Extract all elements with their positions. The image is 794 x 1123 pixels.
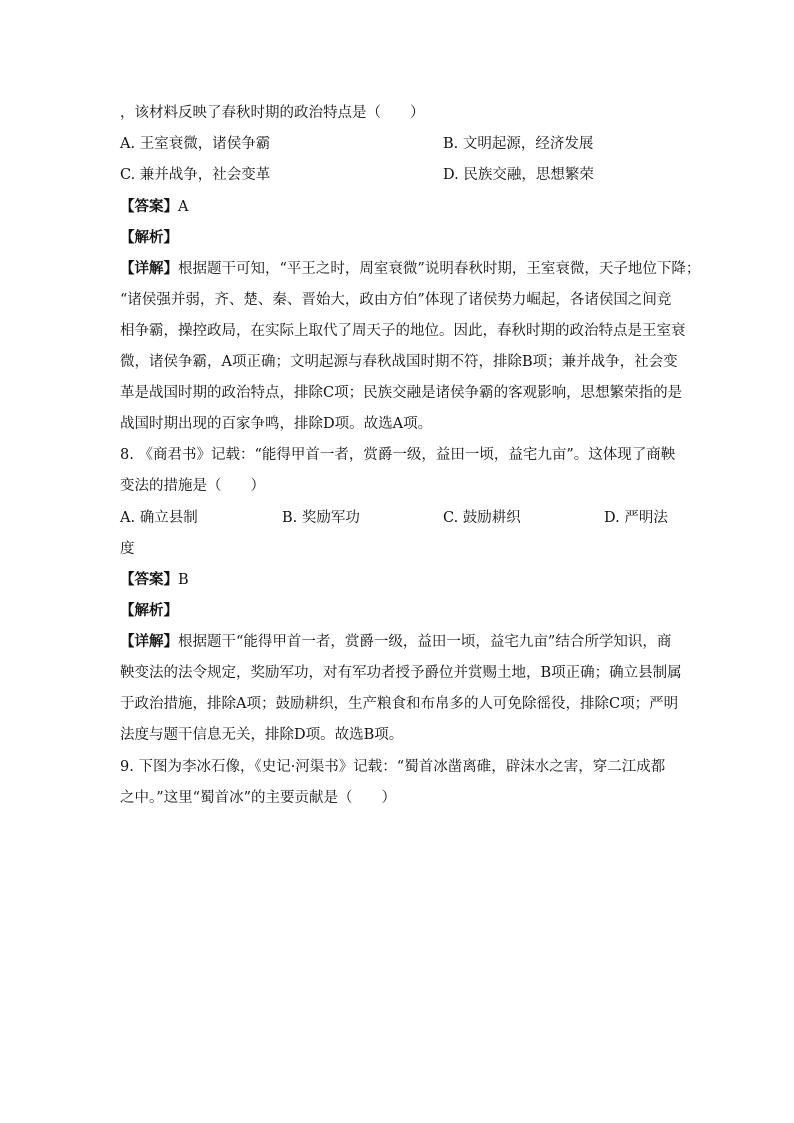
q8-detail-line-1 [120, 632, 674, 652]
detail-text: 根据题干“能得甲首一者，赏爵一级，益田一顷，益宅九亩”结合所学知识，商 [178, 634, 672, 650]
detail-text: 根据题干可知，“平王之时，周室衰微”说明春秋时期，王室衰微，天子地位下降； [178, 261, 701, 277]
q7-detail-line-1 [120, 259, 701, 279]
q8-option-b: B. 奖励军功 [282, 510, 360, 526]
q7-option-a: A. 王室衰微，诸侯争霸 [120, 136, 271, 152]
q7-option-b: B. 文明起源，经济发展 [443, 136, 594, 152]
q8-option-a: A. 确立县制 [120, 510, 198, 526]
q7-option-d: D. 民族交融，思想繁荣 [443, 167, 594, 183]
q7-detail-line-3: 相争霸，操控政局，在实际上取代了周天子的地位。因此，春秋时期的政治特点是王室衰 [120, 323, 686, 339]
q8-stem-line-2: 变法的措施是（ ） [120, 478, 265, 494]
q8-detail-line-4: 法度与题干信息无关，排除D项。故选B项。 [120, 727, 404, 743]
q7-detail-line-4: 微，诸侯争霸，A项正确；文明起源与春秋战国时期不符，排除B项；兼并战争，社会变 [120, 354, 678, 370]
detail-label: 【详解】 [120, 260, 178, 277]
q7-detail-line-5: 革是战国时期的政治特点，排除C项；民族交融是诸侯争霸的客观影响，思想繁荣指的是 [120, 385, 683, 401]
q8-option-d-wrap: 度 [120, 541, 135, 557]
q8-option-c: C. 鼓励耕织 [443, 510, 521, 526]
q7-analysis-label: 【解析】 [120, 229, 178, 246]
q7-detail-line-2: “诸侯强并弱，齐、楚、秦、晋始大，政由方伯”体现了诸侯势力崛起，各诸侯国之间竞 [120, 292, 672, 308]
q8-detail-line-3: 于政治措施，排除A项；鼓励耕织，生产粮食和布帛多的人可免除徭役，排除C项；严明 [120, 696, 679, 712]
detail-label: 【详解】 [120, 633, 178, 650]
q7-answer [120, 197, 674, 217]
q7-stem: ，该材料反映了春秋时期的政治特点是（ ） [120, 105, 425, 121]
answer-value: A [178, 199, 189, 215]
q7-detail-line-6: 战国时期出现的百家争鸣，排除D项。故选A项。 [120, 416, 433, 432]
answer-label: 【答案】 [120, 571, 178, 588]
q8-stem-line-1: 8. 《商君书》记载：“能得甲首一者，赏爵一级，益田一顷，益宅九亩”。这体现了商鞅 [120, 447, 676, 463]
answer-value: B [178, 572, 189, 588]
q8-option-d: D. 严明法 [604, 510, 668, 526]
q9-stem-line-2: 之中。”这里“蜀首冰”的主要贡献是（ ） [120, 790, 396, 806]
q8-analysis-label: 【解析】 [120, 602, 178, 619]
q8-answer [120, 570, 674, 590]
q9-stem-line-1: 9. 下图为李冰石像，《史记·河渠书》记载：“蜀首冰凿离碓，辟沫水之害，穿二江成都 [120, 759, 666, 775]
q7-option-c: C. 兼并战争，社会变革 [120, 167, 271, 183]
q8-detail-line-2: 鞅变法的法令规定，奖励军功，对有军功者授予爵位并赏赐土地，B项正确；确立县制属 [120, 665, 682, 681]
answer-label: 【答案】 [120, 198, 178, 215]
